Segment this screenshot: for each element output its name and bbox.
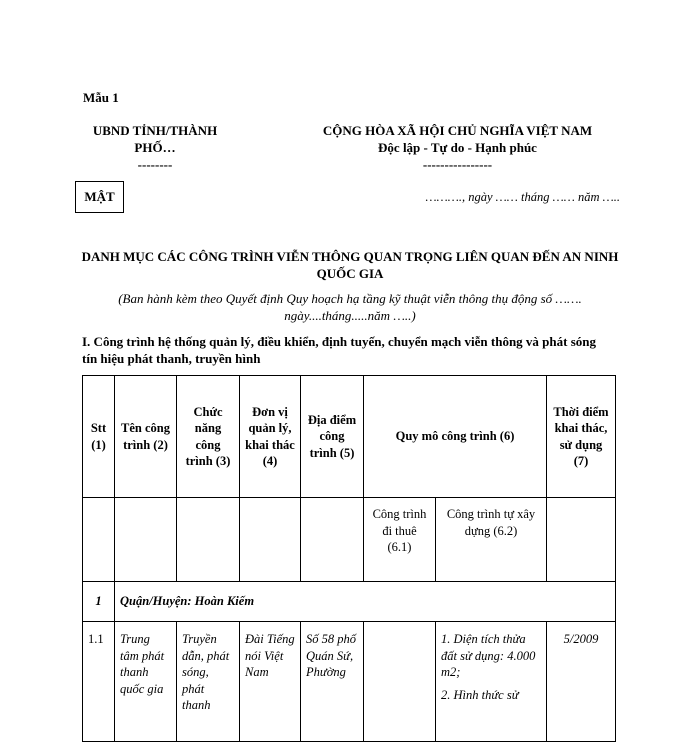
secret-label: MẬT xyxy=(84,189,115,204)
subheader-rented: Công trình đi thuê (6.1) xyxy=(364,498,436,582)
col-header-function: Chức năng công trình (3) xyxy=(177,376,240,498)
authority-line-1: UBND TỈNH/THÀNH xyxy=(92,123,218,138)
row-time: 5/2009 xyxy=(547,622,616,742)
row-stt: 1.1 xyxy=(83,622,115,742)
national-motto xyxy=(265,122,650,173)
date-line: ………., ngày …… tháng …… năm ….. xyxy=(425,190,620,204)
document-subtitle: (Ban hành kèm theo Quyết định Quy hoạch hạ tầng kỹ thuật viễn thông thụ động số ……. ngày....tháng.....năm …..) xyxy=(118,291,582,323)
secret-stamp xyxy=(75,181,124,213)
form-number: Mẫu 1 xyxy=(83,90,119,105)
row-unit: Đài Tiếng nói Việt Nam xyxy=(240,622,301,742)
header-row xyxy=(83,376,616,498)
group-label: Quận/Huyện: Hoàn Kiếm xyxy=(115,582,616,622)
document-title: DANH MỤC CÁC CÔNG TRÌNH VIỄN THÔNG QUAN TRỌNG LIÊN QUAN ĐẾN AN NINH QUỐC GIA xyxy=(81,249,619,281)
self-built-item-2: 2. Hình thức sử xyxy=(441,687,519,702)
row-function: Truyền dẫn, phát sóng, phát thanh xyxy=(177,622,240,742)
infrastructure-table xyxy=(82,375,616,742)
col-header-location: Địa điểm công trình (5) xyxy=(301,376,364,498)
authority-divider: -------- xyxy=(137,157,173,172)
col-header-scale: Quy mô công trình (6) xyxy=(364,376,547,498)
group-number: 1 xyxy=(83,582,115,622)
row-name: Trung tâm phát thanh quốc gia xyxy=(115,622,177,742)
col-header-name: Tên công trình (2) xyxy=(115,376,177,498)
table-row xyxy=(83,622,616,742)
authority-line-2: PHỐ… xyxy=(134,140,176,155)
row-self-built xyxy=(436,622,547,742)
country-name: CỘNG HÒA XÃ HỘI CHỦ NGHĨA VIỆT NAM xyxy=(322,123,593,138)
section-heading: I. Công trình hệ thống quản lý, điều khiển, định tuyến, chuyển mạch viễn thông và phát sóng tín hiệu phát thanh, truyền hình xyxy=(82,334,597,366)
row-rented xyxy=(364,622,436,742)
col-header-time: Thời điểm khai thác, sử dụng (7) xyxy=(547,376,616,498)
col-header-unit: Đơn vị quản lý, khai thác (4) xyxy=(240,376,301,498)
motto-divider: ---------------- xyxy=(422,157,493,172)
subheader-self-built: Công trình tự xây dựng (6.2) xyxy=(436,498,547,582)
issuing-authority xyxy=(80,122,230,173)
col-header-stt: Stt (1) xyxy=(83,376,115,498)
group-row xyxy=(83,582,616,622)
row-location: Số 58 phố Quán Sứ, Phường xyxy=(301,622,364,742)
subheader-row xyxy=(83,498,616,582)
self-built-item-1: 1. Diện tích thửa đất sử dụng: 4.000 m2; xyxy=(441,632,536,679)
motto: Độc lập - Tự do - Hạnh phúc xyxy=(378,140,537,155)
